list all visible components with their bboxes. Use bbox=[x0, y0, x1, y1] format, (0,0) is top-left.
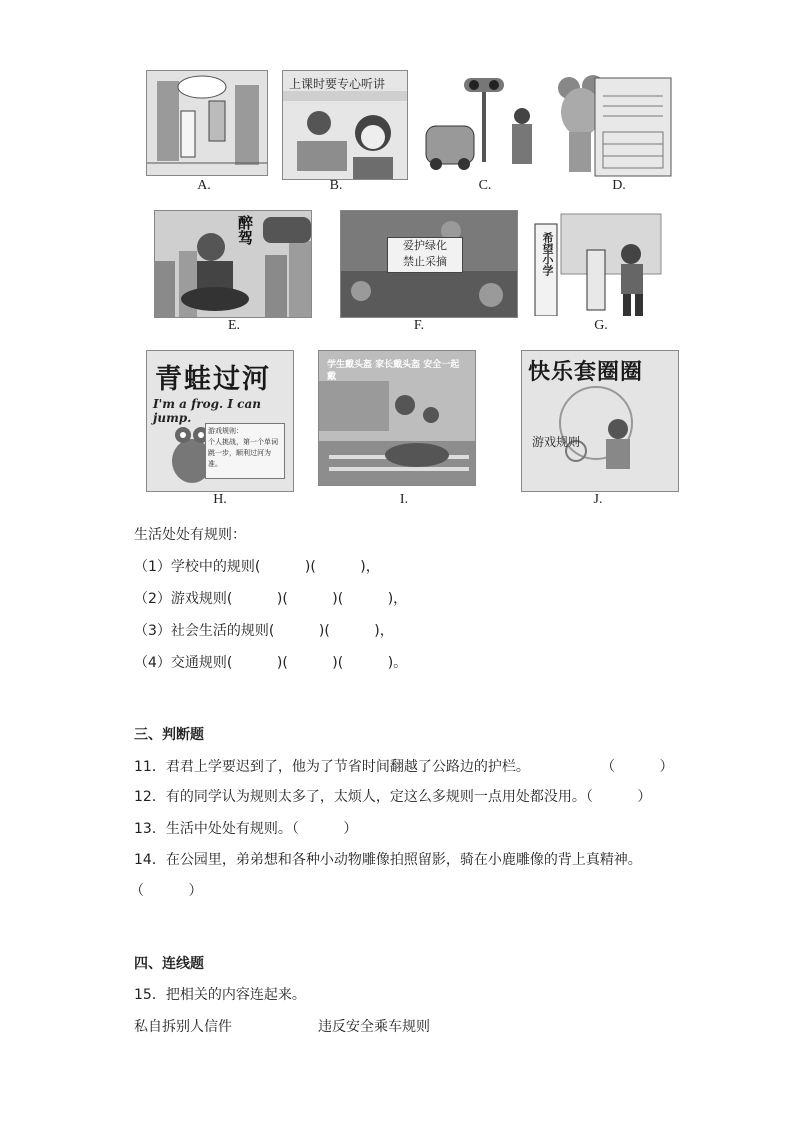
caption-j: J. bbox=[593, 492, 603, 507]
match-right-item: 违反安全乘车规则 bbox=[318, 1019, 430, 1035]
question-14-paren: （ ） bbox=[130, 883, 203, 899]
image-e-sign: 醉驾 bbox=[236, 215, 254, 245]
image-h-note-heading: 游戏规则： bbox=[208, 427, 243, 435]
image-h-subtitle: I'm a frog. I can jump. bbox=[153, 397, 261, 425]
blank-line-1: （1）学校中的规则( )( )， bbox=[134, 559, 380, 575]
question-13: 13．生活中处处有规则。（ ） bbox=[134, 821, 358, 837]
image-i-banner: 学生戴头盔 家长戴头盔 安全一起戴 bbox=[327, 360, 460, 382]
caption-a: A. bbox=[197, 178, 211, 193]
caption-h: H. bbox=[213, 492, 227, 507]
image-f-sign-line1: 爱护绿化 bbox=[403, 239, 447, 252]
image-j-note: 游戏规则 bbox=[532, 435, 581, 449]
caption-f: F. bbox=[413, 318, 425, 333]
caption-g: G. bbox=[594, 318, 608, 333]
caption-d: D. bbox=[612, 178, 626, 193]
match-left-item: 私自拆别人信件 bbox=[134, 1019, 232, 1035]
caption-c: C. bbox=[478, 178, 492, 193]
question-12: 12．有的同学认为规则太多了，太烦人，定这么多规则一点用处都没用。（ ） bbox=[134, 789, 652, 805]
image-j-title: 快乐套圈圈 bbox=[528, 360, 644, 385]
text-body bbox=[130, 0, 754, 1123]
blank-line-2: （2）游戏规则( )( )( )， bbox=[134, 591, 408, 607]
image-h-note-body: 个人挑战，第一个单词跳一步，顺利过河为准。 bbox=[208, 438, 278, 468]
section3-heading: 三、判断题 bbox=[134, 727, 204, 743]
image-f-sign-line2: 禁止采摘 bbox=[403, 255, 447, 268]
blank-line-4: （4）交通规则( )( )( )。 bbox=[134, 655, 408, 671]
image-g-sign: 希望小学 bbox=[541, 232, 554, 276]
question-15: 15．把相关的内容连起来。 bbox=[134, 987, 306, 1003]
caption-b: B. bbox=[329, 178, 343, 193]
question-14: 14．在公园里，弟弟想和各种小动物雕像拍照留影，骑在小鹿雕像的背上真精神。 bbox=[134, 852, 642, 868]
blank-line-3: （3）社会生活的规则( )( )， bbox=[134, 623, 394, 639]
intro-text: 生活处处有规则： bbox=[134, 527, 246, 543]
image-h-title: 青蛙过河 bbox=[155, 364, 271, 395]
caption-i: I. bbox=[399, 492, 409, 507]
caption-e: E. bbox=[227, 318, 241, 333]
section4-heading: 四、连线题 bbox=[134, 956, 204, 972]
question-11: 11．君君上学要迟到了，他为了节省时间翻越了公路边的护栏。 （ ） bbox=[134, 759, 674, 775]
image-b-sign: 上课时要专心听讲 bbox=[289, 77, 386, 91]
